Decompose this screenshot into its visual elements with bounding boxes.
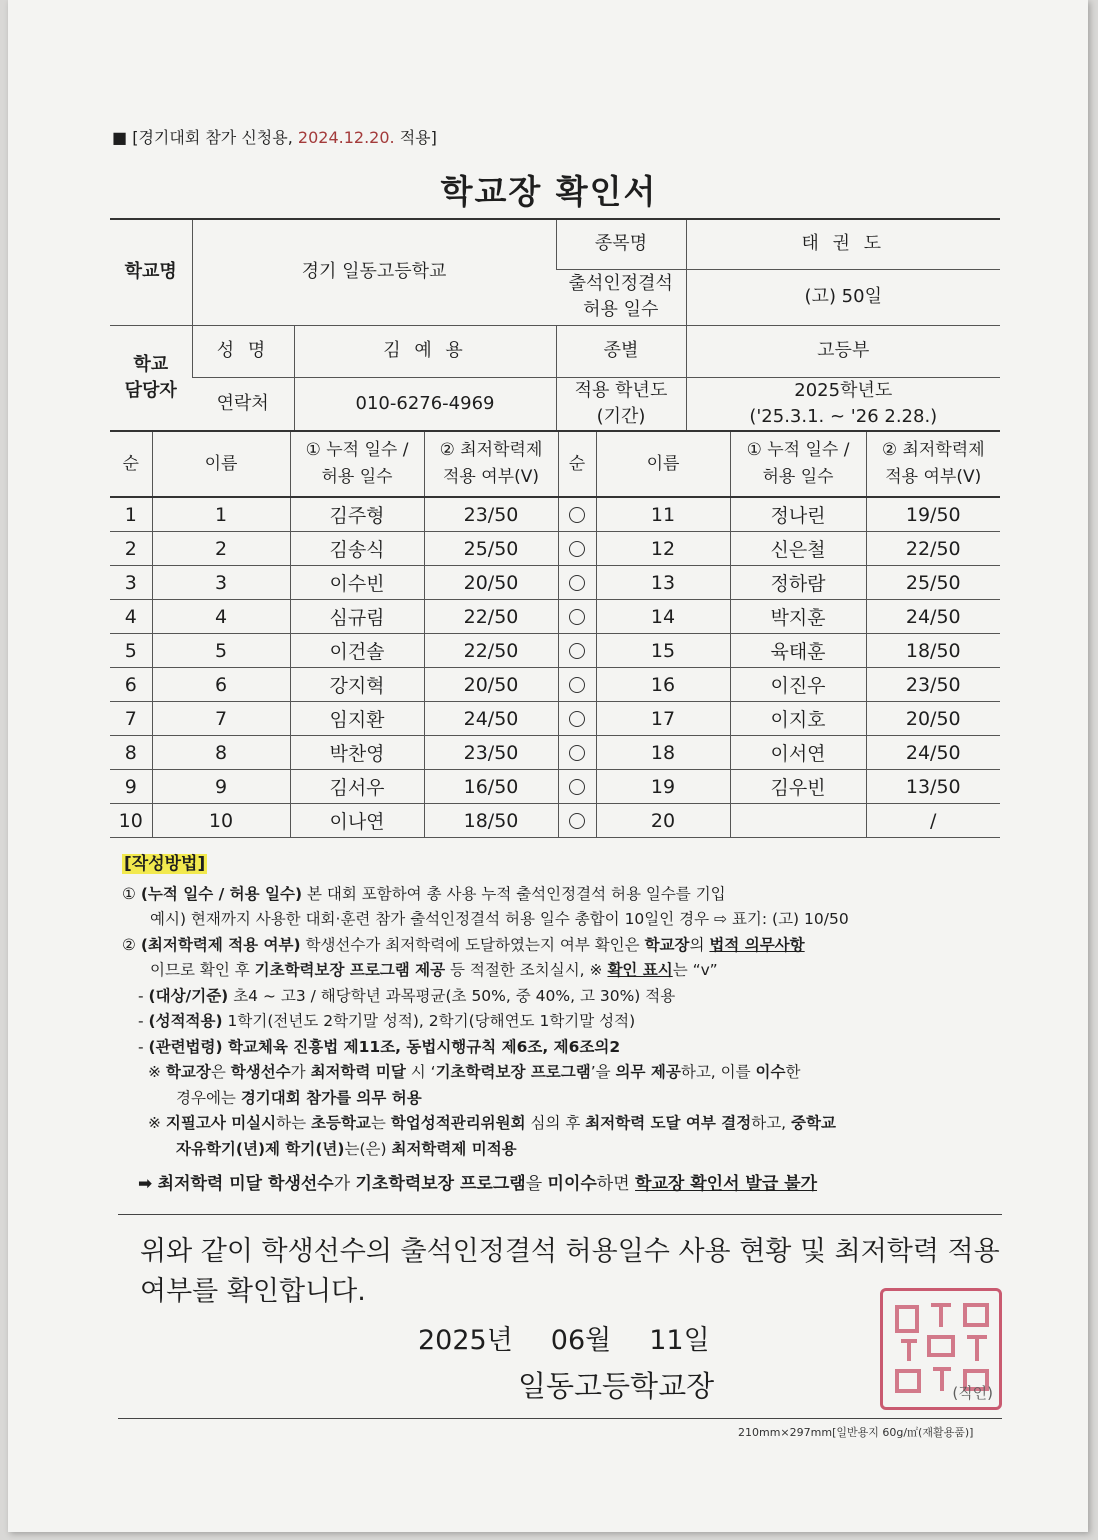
row-cumulative: 신은철	[730, 532, 866, 566]
instruction-line: ※ 지필고사 미실시하는 초등학교는 학업성적관리위원회 심의 후 최저학력 도달 여부 결정하고, 중학교	[148, 1114, 836, 1132]
row-cumulative: 김주형	[290, 497, 424, 532]
header-no: 순	[558, 431, 596, 497]
circle-icon	[569, 677, 585, 693]
instruction-line: 이므로 확인 후 기초학력보장 프로그램 제공 등 적절한 조치실시, ※ 확인 표시는 “v”	[150, 961, 718, 979]
instruction-line: - (성적적용) 1학기(전년도 2학기말 성적), 2학기(당해연도 1학기말 성적)	[138, 1012, 636, 1030]
circle-icon	[569, 507, 585, 523]
school-name-value: 경기 일동고등학교	[192, 219, 556, 325]
school-year-label: 적용 학년도 (기간)	[556, 377, 686, 431]
row-min-academic: 22/50	[424, 634, 558, 668]
header-note-date: 2024.12.20.	[297, 128, 395, 147]
row-name: 12	[596, 532, 730, 566]
instructions-heading: [작성방법]	[124, 854, 206, 874]
row-min-academic: /	[866, 804, 1000, 838]
row-name: 3	[152, 566, 290, 600]
row-name: 15	[596, 634, 730, 668]
row-name: 18	[596, 736, 730, 770]
circle-icon	[569, 575, 585, 591]
row-no: 6	[110, 668, 152, 702]
school-name-label: 학교명	[110, 219, 192, 325]
row-no	[558, 497, 596, 532]
row-name: 19	[596, 770, 730, 804]
row-name: 14	[596, 600, 730, 634]
table-row	[110, 566, 1000, 600]
student-list-body	[110, 497, 1000, 838]
header-no: 순	[110, 431, 152, 497]
row-no: 3	[110, 566, 152, 600]
row-cumulative	[730, 804, 866, 838]
divider	[118, 1418, 1002, 1419]
row-min-academic: 22/50	[424, 600, 558, 634]
division-value: 고등부	[686, 325, 1000, 377]
instruction-line: 예시) 현재까지 사용한 대회·훈련 참가 출석인정결석 허용 일수 총합이 10일인 경우 ⇨ 표기: (고) 10/50	[150, 910, 849, 928]
row-min-academic: 13/50	[866, 770, 1000, 804]
row-cumulative: 임지환	[290, 702, 424, 736]
row-cumulative: 박찬영	[290, 736, 424, 770]
row-no: 7	[110, 702, 152, 736]
table-row	[110, 702, 1000, 736]
circle-icon	[569, 609, 585, 625]
instruction-line: ① (누적 일수 / 허용 일수) 본 대회 포함하여 총 사용 누적 출석인정결석 허용 일수를 기입	[122, 884, 726, 903]
confirmation-text: 위와 같이 학생선수의 출석인정결석 허용일수 사용 현황 및 최저학력 적용 여부를 확인합니다.	[140, 1236, 1000, 1307]
header-name: 이름	[596, 431, 730, 497]
header-min-academic: ② 최저학력제 적용 여부(V)	[866, 431, 1000, 497]
circle-icon	[569, 779, 585, 795]
row-no: 9	[110, 770, 152, 804]
row-no	[558, 770, 596, 804]
row-no	[558, 804, 596, 838]
table-row	[110, 736, 1000, 770]
table-row	[110, 668, 1000, 702]
row-cumulative: 육태훈	[730, 634, 866, 668]
row-cumulative: 이수빈	[290, 566, 424, 600]
contact-label: 학교 담당자	[110, 325, 192, 431]
row-no: 2	[110, 532, 152, 566]
circle-icon	[569, 711, 585, 727]
circle-icon	[569, 541, 585, 557]
circle-icon	[569, 745, 585, 761]
row-name: 4	[152, 600, 290, 634]
row-cumulative: 정하람	[730, 566, 866, 600]
instruction-line: ② (최저학력제 적용 여부) 학생선수가 최저학력에 도달하였는지 여부 확인은 학교장의 법적 의무사항	[122, 935, 805, 954]
instruction-line: 자유학기(년)제 학기(년)는(은) 최저학력제 미적용	[176, 1139, 517, 1158]
row-name: 2	[152, 532, 290, 566]
row-min-academic: 18/50	[424, 804, 558, 838]
row-no	[558, 600, 596, 634]
instruction-line: ※ 학교장은 학생선수가 최저학력 미달 시 ‘기초학력보장 프로그램’을 의무 제공하고, 이를 이수한	[148, 1063, 801, 1081]
sport-label: 종목명	[556, 219, 686, 269]
row-no	[558, 668, 596, 702]
row-no	[558, 702, 596, 736]
row-min-academic: 23/50	[424, 736, 558, 770]
circle-icon	[569, 813, 585, 829]
instruction-line: - (관련법령) 학교체육 진흥법 제11조, 동법시행규칙 제6조, 제6조의2	[138, 1037, 621, 1056]
school-year-value: 2025학년도 ('25.3.1. ~ '26 2.28.)	[686, 377, 1000, 431]
row-min-academic: 24/50	[424, 702, 558, 736]
circle-icon	[569, 643, 585, 659]
row-no: 8	[110, 736, 152, 770]
row-name: 17	[596, 702, 730, 736]
row-cumulative: 이지호	[730, 702, 866, 736]
row-name: 6	[152, 668, 290, 702]
student-list-table	[110, 430, 1000, 838]
division-label: 종별	[556, 325, 686, 377]
row-min-academic: 23/50	[424, 497, 558, 532]
principal-title: 일동고등학교장	[518, 1369, 715, 1403]
row-min-academic: 19/50	[866, 497, 1000, 532]
arrow-box-icon: ➡	[138, 1174, 153, 1194]
table-row	[110, 532, 1000, 566]
row-no: 4	[110, 600, 152, 634]
header-note: ■ [경기대회 참가 신청용, 2024.12.20. 적용]	[112, 128, 437, 147]
row-min-academic: 20/50	[424, 668, 558, 702]
row-no	[558, 532, 596, 566]
instruction-line: 경우에는 경기대회 참가를 의무 허용	[176, 1088, 422, 1107]
instruction-warning: ➡ 최저학력 미달 학생선수가 기초학력보장 프로그램을 미이수하면 학교장 확인서 발급 불가	[138, 1174, 818, 1194]
allowed-days-value: (고) 50일	[686, 269, 1000, 325]
sign-date: 2025년 06월 11일	[418, 1325, 710, 1356]
header-min-academic: ② 최저학력제 적용 여부(V)	[424, 431, 558, 497]
row-name: 11	[596, 497, 730, 532]
row-no	[558, 736, 596, 770]
row-name: 10	[152, 804, 290, 838]
row-min-academic: 24/50	[866, 600, 1000, 634]
header-cumulative: ① 누적 일수 / 허용 일수	[730, 431, 866, 497]
row-cumulative: 정나린	[730, 497, 866, 532]
row-name: 16	[596, 668, 730, 702]
row-min-academic: 25/50	[866, 566, 1000, 600]
row-name: 9	[152, 770, 290, 804]
row-min-academic: 24/50	[866, 736, 1000, 770]
row-cumulative: 김송식	[290, 532, 424, 566]
official-seal: (직인)	[880, 1288, 1002, 1410]
header-name: 이름	[152, 431, 290, 497]
row-name: 8	[152, 736, 290, 770]
row-min-academic: 25/50	[424, 532, 558, 566]
row-cumulative: 박지훈	[730, 600, 866, 634]
row-name: 5	[152, 634, 290, 668]
row-no	[558, 566, 596, 600]
table-row	[110, 634, 1000, 668]
row-cumulative: 강지혁	[290, 668, 424, 702]
table-row	[110, 804, 1000, 838]
row-name: 1	[152, 497, 290, 532]
allowed-days-label: 출석인정결석 허용 일수	[556, 269, 686, 325]
row-cumulative: 심규림	[290, 600, 424, 634]
table-row	[110, 497, 1000, 532]
row-cumulative: 이서연	[730, 736, 866, 770]
row-cumulative: 이진우	[730, 668, 866, 702]
row-no	[558, 634, 596, 668]
divider	[118, 1214, 1002, 1215]
row-min-academic: 20/50	[866, 702, 1000, 736]
row-min-academic: 16/50	[424, 770, 558, 804]
row-no: 10	[110, 804, 152, 838]
row-min-academic: 20/50	[424, 566, 558, 600]
header-cumulative: ① 누적 일수 / 허용 일수	[290, 431, 424, 497]
row-cumulative: 이나연	[290, 804, 424, 838]
phone-label: 연락처	[192, 377, 294, 431]
table-row	[110, 770, 1000, 804]
row-no: 1	[110, 497, 152, 532]
row-no: 5	[110, 634, 152, 668]
row-min-academic: 22/50	[866, 532, 1000, 566]
instruction-line: - (대상/기준) 초4 ~ 고3 / 해당학년 과목평균(초 50%, 중 40%, 고 30%) 적용	[138, 986, 676, 1005]
instructions	[122, 852, 1002, 1198]
row-name: 20	[596, 804, 730, 838]
row-min-academic: 18/50	[866, 634, 1000, 668]
row-cumulative: 이건솔	[290, 634, 424, 668]
school-info-table	[110, 218, 1000, 432]
name-value: 김 예 용	[294, 325, 556, 377]
sport-value: 태 권 도	[686, 219, 1000, 269]
row-cumulative: 김우빈	[730, 770, 866, 804]
phone-value: 010-6276-4969	[294, 377, 556, 431]
row-name: 13	[596, 566, 730, 600]
paper-size-note: 210mm×297mm[일반용지 60g/㎡(재활용품)]	[738, 1426, 974, 1439]
table-row	[110, 600, 1000, 634]
row-min-academic: 23/50	[866, 668, 1000, 702]
document-title: 학교장 확인서	[440, 172, 658, 211]
name-label: 성 명	[192, 325, 294, 377]
row-cumulative: 김서우	[290, 770, 424, 804]
row-name: 7	[152, 702, 290, 736]
